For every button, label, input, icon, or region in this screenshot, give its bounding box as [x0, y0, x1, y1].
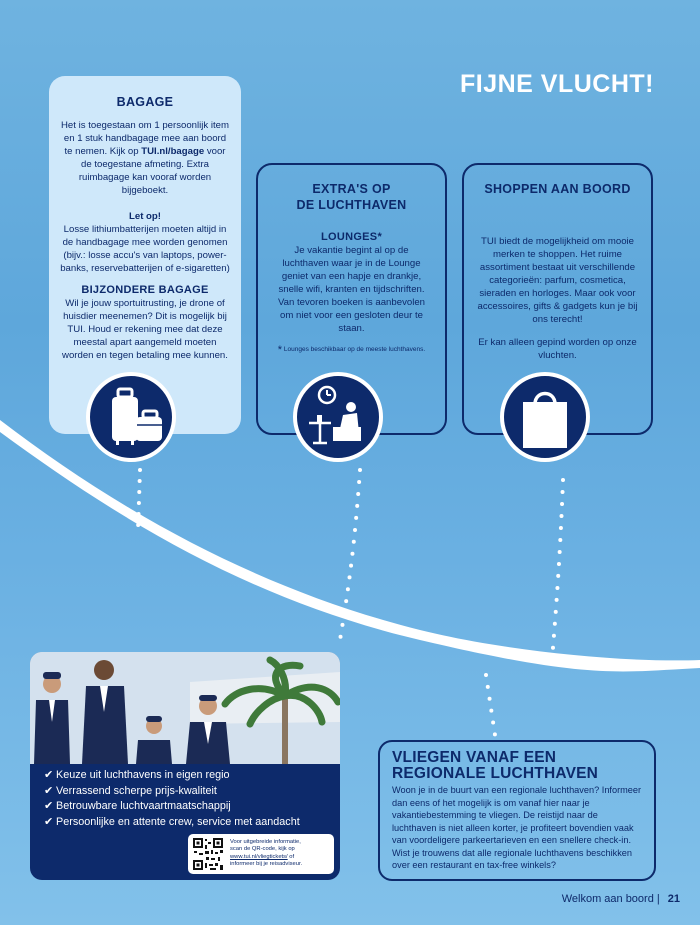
check-icon: ✔	[44, 784, 54, 797]
check-icon: ✔	[44, 769, 54, 781]
bagage-text-b: voor de toegestane afmeting. Extra ruimbagage kan vooraf worden bijgeboekt.	[78, 146, 226, 196]
let-op-heading: Let op!	[129, 211, 161, 222]
luggage-icon-circle	[86, 372, 176, 462]
shop-title: SHOPPEN AAN BOORD	[484, 182, 631, 196]
shop-payment-text: Er kan alleen gepind worden op onze vluchten.	[478, 337, 637, 361]
lounge-icon	[303, 385, 373, 449]
qr-info-text	[230, 839, 330, 869]
shopping-bag-icon	[515, 384, 575, 450]
footer-text: Welkom aan boord |	[561, 893, 660, 905]
crew-photo-illustration	[30, 652, 340, 764]
feature-list	[44, 768, 300, 830]
tickets-link[interactable]: www.tui.nl/vliegtickets/	[230, 853, 288, 860]
bagage-link[interactable]: TUI.nl/bagage	[141, 146, 205, 157]
extras-title-line2: DE LUCHTHAVEN	[296, 198, 407, 212]
lithium-text: Losse lithiumbatterijen moeten altijd in de handbagage mee worden genomen (bijv.: losse accu's van laptops, power-banks, reservebatterijen of e-sigaretten)	[60, 224, 230, 274]
shopping-bag-icon-circle	[500, 372, 590, 462]
feature-text: Verrassend scherpe prijs-kwaliteit	[56, 784, 217, 797]
qr-line4: informeer bij je reisadviseur.	[230, 861, 303, 868]
page-number: 21	[667, 893, 680, 905]
extras-title-line1: EXTRA'S OP	[312, 182, 391, 196]
feature-item	[44, 799, 300, 815]
feature-item	[44, 815, 300, 831]
lounges-text: Je vakantie begint al op de luchthaven waar je in de Lounge geniet van een hapje en drankje, snelle wifi, kranten en tijdschriften. Van tevoren boeken is aanbevolen om niet voor een gesloten deur te staan.	[277, 245, 426, 334]
qr-line1: Voor uitgebreide informatie,	[230, 839, 301, 845]
bijzondere-bagage-text: Wil je jouw sportuitrusting, je drone of huisdier meenemen? Dit is mogelijk bij TUI. Houd er rekening mee dat deze meestal apart aangemeld moeten worden en tegen betaling mee kunnen.	[62, 298, 228, 361]
extras-title	[270, 181, 433, 213]
lounges-note	[270, 345, 433, 355]
bagage-text	[59, 119, 231, 197]
note-star: *	[277, 344, 283, 356]
feature-text: Keuze uit luchthavens in eigen regio	[56, 769, 230, 781]
bijzondere-bagage-title: BIJZONDERE BAGAGE	[81, 284, 209, 296]
dotted-path-bottom	[486, 675, 495, 735]
shop-text: TUI biedt de mogelijkheid om mooie merken te shoppen. Het ruime assortiment bestaat uit verschillende categorieën: parfum, cosmetica, sieraden en horloges. Maar ook voor accessoires, gifts & gadgets kun je bij ons terecht!	[477, 236, 638, 325]
bagage-title: BAGAGE	[116, 95, 174, 109]
luggage-icon	[96, 387, 166, 447]
crew-feature-card	[30, 652, 340, 880]
feature-text: Persoonlijke en attente crew, service met aandacht	[56, 815, 300, 828]
feature-text: Betrouwbare luchtvaartmaatschappij	[56, 800, 231, 812]
regional-text: Woon je in de buurt van een regionale luchthaven? Informeer dan eens of het mogelijk is om vanaf hier naar je vakantiebestemming te vliegen. De reistijd naar de luchthaven is niet alleen korter, je profiteert bovendien vaak van voordeligere parkeertarieven en een snellere check-in. Wist je trouwens dat alle regionale luchthavens beschikken over een restaurant en tax-free winkels?	[392, 785, 642, 870]
regional-title-line1: VLIEGEN VANAF EEN	[392, 749, 557, 766]
dotted-path-right	[552, 480, 563, 660]
qr-code-icon[interactable]	[192, 837, 224, 871]
lounges-title: LOUNGES*	[320, 231, 383, 243]
qr-line3-suffix: of	[287, 853, 295, 860]
lounges-note-text: Lounges beschikbaar op de meeste luchthavens.	[283, 346, 426, 353]
feature-item	[44, 784, 300, 800]
bagage-text-a: Het is toegestaan om 1 persoonlijk item en 1 stuk handbagage mee aan boord te nemen. Kijk op	[61, 120, 229, 157]
crew-photo	[30, 652, 340, 764]
feature-item	[44, 768, 300, 784]
regional-title-line2: REGIONALE LUCHTHAVEN	[392, 765, 599, 782]
qr-info-box	[188, 834, 334, 874]
check-icon: ✔	[44, 800, 54, 812]
qr-line2: scan de QR-code, kijk op	[230, 846, 295, 853]
check-icon: ✔	[44, 815, 54, 828]
page-footer	[562, 893, 680, 905]
regional-title	[392, 750, 644, 782]
page-title: FIJNE VLUCHT!	[460, 70, 654, 98]
lounge-icon-circle	[293, 372, 383, 462]
regional-airport-card	[378, 740, 656, 881]
